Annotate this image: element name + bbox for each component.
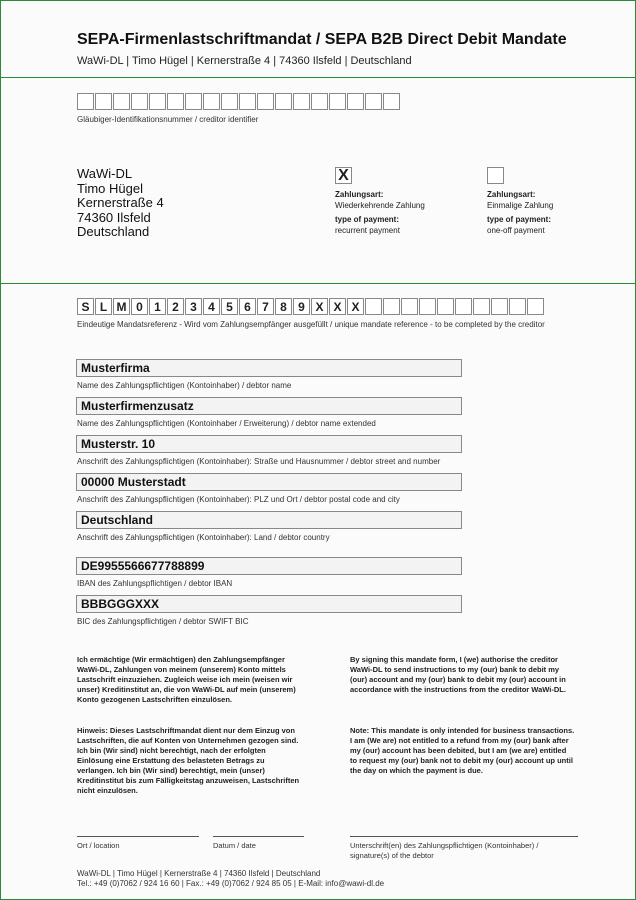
debtor-city-field[interactable]: 00000 Musterstadt [76,473,462,491]
mandate-reference-cell[interactable]: S [77,298,94,315]
creditor-id-label: Gläubiger-Identifikationsnummer / creditor identifier [77,115,259,124]
mandate-reference-cell[interactable]: 4 [203,298,220,315]
debtor-name-extended-label: Name des Zahlungspflichtigen (Kontoinhaber / Erweiterung) / debtor name extended [77,419,376,428]
payment-type-value: Wiederkehrende Zahlung [335,200,425,210]
creditor-id-cell[interactable] [167,93,184,110]
mandate-reference-cell[interactable]: X [347,298,364,315]
debtor-country-field[interactable]: Deutschland [76,511,462,529]
mandate-reference-boxes[interactable] [77,298,545,315]
form-subtitle: WaWi-DL | Timo Hügel | Kernerstraße 4 | 74360 Ilsfeld | Deutschland [77,55,412,67]
authorisation-text-de: Ich ermächtige (Wir ermächtigen) den Zahlungsempfänger WaWi-DL, Zahlungen von meinem (unserem) Konto mittels Lastschrift einzuziehen. Zugleich weise ich mein (weisen wir unser) Kreditinstitut an, die von WaWi-DL auf mein (unserem) Konto gezogenen Lastschriften einzulösen. [77,655,296,704]
debtor-name-field[interactable]: Musterfirma [76,359,462,377]
creditor-id-cell[interactable] [275,93,292,110]
address-line: Timo Hügel [77,180,143,196]
creditor-id-boxes[interactable] [77,93,401,110]
note-text-en: Note: This mandate is only intended for business transactions. I am (We are) not entitled to a refund from my (our) bank after my (our) account has been debited, but I am (we are) entitled to request my (our) bank not to debit my (our) account up until the day on which the payment is due. [350,726,575,775]
payment-type-value: Einmalige Zahlung [487,200,554,210]
oneoff-payment-text [487,190,553,236]
creditor-id-cell[interactable] [149,93,166,110]
creditor-id-cell[interactable] [113,93,130,110]
divider-top [1,77,635,78]
debtor-bic-label: BIC des Zahlungspflichtigen / debtor SWIFT BIC [77,617,249,626]
mandate-reference-cell[interactable]: 7 [257,298,274,315]
mandate-reference-cell[interactable]: X [311,298,328,315]
payment-type-label-en: type of payment: [487,215,552,224]
note-text-de: Hinweis: Dieses Lastschriftmandat dient nur dem Einzug von Lastschriften, die auf Konten von Unternehmen gezogen sind. Ich bin (Wir sind) nicht berechtigt, nach der erfolgten Einlösung eine Erstattung des belasteten Betrags zu verlangen. Ich bin (Wir sind) berechtigt, mein (unser) Kreditinstitut bis zum Fälligkeitstag anzuweisen, Lastschriften nicht einzulösen. [77,726,300,795]
mandate-reference-cell[interactable] [473,298,490,315]
payment-type-label: Zahlungsart: [335,190,384,199]
mandate-reference-cell[interactable]: 5 [221,298,238,315]
debtor-iban-field[interactable]: DE9955566677788899 [76,557,462,575]
mandate-reference-cell[interactable]: 8 [275,298,292,315]
creditor-id-cell[interactable] [95,93,112,110]
mandate-reference-cell[interactable] [527,298,544,315]
debtor-signature-label: Unterschrift(en) des Zahlungspflichtigen (Kontoinhaber) / signature(s) of the debtor [350,841,539,860]
address-line: WaWi-DL [77,166,133,181]
mandate-reference-cell[interactable] [455,298,472,315]
address-line: Kernerstraße 4 [77,195,164,210]
mandate-reference-cell[interactable] [401,298,418,315]
payment-type-label-en: type of payment: [335,215,400,224]
debtor-bic-field[interactable]: BBBGGGXXX [76,595,462,613]
mandate-reference-cell[interactable] [491,298,508,315]
address-line: 74360 Ilsfeld [77,209,151,225]
debtor-country-label: Anschrift des Zahlungspflichtigen (Kontoinhaber): Land / debtor country [77,533,330,542]
mandate-reference-cell[interactable]: 3 [185,298,202,315]
creditor-id-cell[interactable] [221,93,238,110]
recurrent-payment-text [335,190,425,236]
payment-type-label: Zahlungsart: [487,190,536,199]
creditor-id-cell[interactable] [239,93,256,110]
creditor-id-cell[interactable] [131,93,148,110]
mandate-reference-cell[interactable]: 0 [131,298,148,315]
debtor-iban-label: IBAN des Zahlungspflichtigen / debtor IBAN [77,579,233,588]
mandate-reference-cell[interactable] [383,298,400,315]
footer-address: WaWi-DL | Timo Hügel | Kernerstraße 4 | 74360 Ilsfeld | Deutschland [77,869,321,878]
creditor-id-cell[interactable] [383,93,400,110]
creditor-id-cell[interactable] [257,93,274,110]
creditor-id-cell[interactable] [329,93,346,110]
payment-type-value-en: recurrent payment [335,225,400,235]
creditor-id-cell[interactable] [311,93,328,110]
date-signature-line[interactable] [213,836,304,837]
creditor-id-cell[interactable] [77,93,94,110]
recurrent-payment-checkbox[interactable]: X [335,167,352,184]
location-signature-line[interactable] [77,836,199,837]
debtor-city-label: Anschrift des Zahlungspflichtigen (Kontoinhaber): PLZ und Ort / debtor postal code and city [77,495,400,504]
mandate-reference-cell[interactable]: 6 [239,298,256,315]
footer-contact: Tel.: +49 (0)7062 / 924 16 60 | Fax.: +49 (0)7062 / 924 85 05 | E-Mail: info@wawi-dl.de [77,879,385,888]
debtor-street-label: Anschrift des Zahlungspflichtigen (Kontoinhaber): Straße und Hausnummer / debtor street and number [77,457,441,466]
creditor-id-cell[interactable] [347,93,364,110]
location-label: Ort / location [77,841,120,850]
form-title: SEPA-Firmenlastschriftmandat / SEPA B2B Direct Debit Mandate [77,31,567,48]
creditor-id-cell[interactable] [203,93,220,110]
debtor-name-label: Name des Zahlungspflichtigen (Kontoinhaber) / debtor name [77,381,292,390]
mandate-reference-cell[interactable]: 9 [293,298,310,315]
mandate-reference-cell[interactable] [509,298,526,315]
mandate-reference-cell[interactable] [419,298,436,315]
mandate-reference-cell[interactable]: L [95,298,112,315]
authorisation-text-en: By signing this mandate form, I (we) authorise the creditor WaWi-DL to send instructions to my (our) bank to debit my (our) account and my (our) bank to debit my (our) account in accordance with the instructions from the creditor WaWi-DL. [350,655,566,694]
debtor-signature-line[interactable] [350,836,578,837]
debtor-street-field[interactable]: Musterstr. 10 [76,435,462,453]
mandate-reference-cell[interactable]: 1 [149,298,166,315]
mandate-reference-cell[interactable]: M [113,298,130,315]
address-line: Deutschland [77,224,150,239]
payment-type-value-en: one-off payment [487,225,545,235]
mandate-reference-cell[interactable]: X [329,298,346,315]
date-label: Datum / date [213,841,256,850]
footer [77,869,384,889]
creditor-address [77,167,164,240]
creditor-id-cell[interactable] [365,93,382,110]
creditor-id-cell[interactable] [293,93,310,110]
divider-middle [1,283,635,284]
oneoff-payment-checkbox[interactable] [487,167,504,184]
mandate-reference-cell[interactable]: 2 [167,298,184,315]
mandate-reference-cell[interactable] [365,298,382,315]
debtor-name-extended-field[interactable]: Musterfirmenzusatz [76,397,462,415]
creditor-id-cell[interactable] [185,93,202,110]
mandate-reference-label: Eindeutige Mandatsreferenz - Wird vom Zahlungsempfänger ausgefüllt / unique mandate reference - to be completed by the creditor [77,320,545,329]
mandate-reference-cell[interactable] [437,298,454,315]
